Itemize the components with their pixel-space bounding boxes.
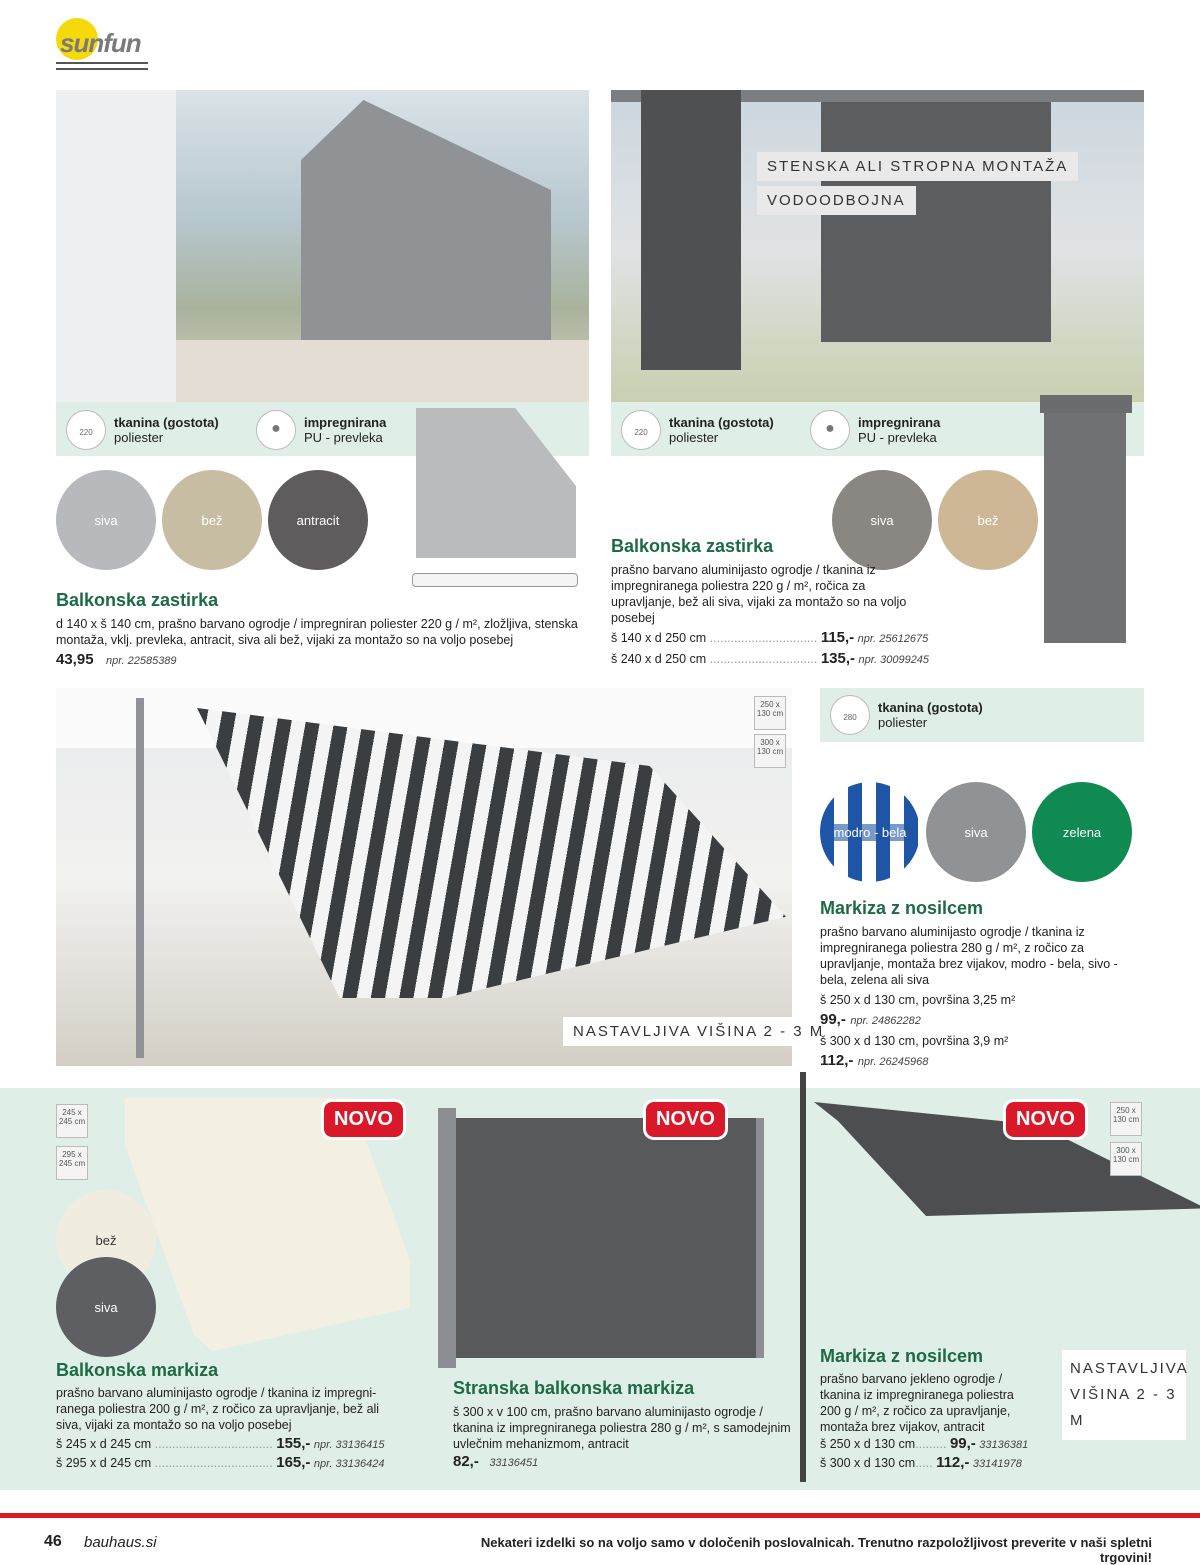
product6-row-1: š 250 x d 130 cm......... 99,- 33136381 xyxy=(820,1435,1029,1452)
product1-desc: d 140 x š 140 cm, prašno barvano ogrodje / impregniran poliester 220 g / m², zložljiva, stenska montaža, vklj. prevleka, antracit, siva ali bež, vijaki za montažo so na voljo posebej xyxy=(56,617,578,647)
product5-product-image xyxy=(438,1108,773,1368)
product3-row-1-size: š 250 x d 130 cm, površina 3,25 m² xyxy=(820,993,1016,1007)
sunfun-logo: sunfun xyxy=(56,18,152,70)
fabric-density-icon: 280 xyxy=(830,695,870,735)
product4-desc: prašno barvano aluminijasto ogrodje / tkanina iz impregni-ranega poliestra 200 g / m², z ročico za upravljanje, bež ali siva, vijaki za montažo so na voljo posebej xyxy=(56,1386,380,1432)
swatch-antracit: antracit xyxy=(268,470,368,570)
product3-desc: prašno barvano aluminijasto ogrodje / tkanina iz impregniranega poliestra 280 g / m², z ročico za upravljanje, montaža brez vijakov, modro - bela, sivo - bela, zelena ali siva xyxy=(820,925,1118,987)
product3-photo xyxy=(56,688,792,1066)
product5-desc: š 300 x v 100 cm, prašno barvano aluminijasto ogrodje / tkanina iz impregniranega poliestra 280 g / m², s samodejnim uvlečnim mehanizmom, antracit xyxy=(453,1405,791,1451)
product1-feature-impregnated: ● impregnirana PU - prevleka xyxy=(256,410,386,450)
swatch-siva: siva xyxy=(56,1257,156,1357)
product3-row-2-size: š 300 x d 130 cm, površina 3,9 m² xyxy=(820,1034,1009,1048)
product2-product-image xyxy=(1040,395,1136,680)
product1-feature-fabric: 220 tkanina (gostota) poliester xyxy=(66,410,219,450)
product4-size-245: 245 x 245 cm xyxy=(56,1104,88,1138)
product4-novo-badge: NOVO xyxy=(324,1102,403,1137)
product1-title: Balkonska zastirka xyxy=(56,590,219,610)
product1-art: npr. 22585389 xyxy=(106,655,177,667)
swatch-zelena: zelena xyxy=(1032,782,1132,882)
swatch-bez: bež xyxy=(162,470,262,570)
product2-row-1: š 140 x d 250 cm ............................... 115,- npr. 25612675 xyxy=(611,629,929,646)
product5-title: Stranska balkonska markiza xyxy=(453,1378,695,1398)
product4-row-2: š 295 x d 245 cm .................................. 165,- npr. 33136424 xyxy=(56,1454,385,1471)
product2-feature-impregnated: ● impregnirana PU - prevleka xyxy=(810,410,940,450)
swatch-siva: siva xyxy=(926,782,1026,882)
swatch-siva: siva xyxy=(832,470,932,570)
product4-size-295: 295 x 245 cm xyxy=(56,1146,88,1180)
fabric-density-icon: 220 xyxy=(66,410,106,450)
product2-row-2: š 240 x d 250 cm ............................... 135,- npr. 30099245 xyxy=(611,650,930,667)
product1-photo xyxy=(56,90,589,402)
swatch-bez: bež xyxy=(56,1190,156,1290)
product6-caption: NASTAVLJIVA VIŠINA 2 - 3 M xyxy=(1062,1350,1186,1440)
product6-row-2: š 300 x d 130 cm..... 112,- 33141978 xyxy=(820,1454,1022,1471)
product3-size-250: 250 x 130 cm xyxy=(754,696,786,730)
page-number: 46 xyxy=(44,1533,62,1550)
product1-product-image xyxy=(412,408,578,588)
product4-title: Balkonska markiza xyxy=(56,1360,219,1380)
product6-size-250: 250 x 130 cm xyxy=(1110,1102,1142,1136)
product5-price-row: 82,- 33136451 xyxy=(453,1453,539,1470)
footer-site[interactable]: bauhaus.si xyxy=(84,1534,157,1551)
product5-novo-badge: NOVO xyxy=(646,1102,725,1137)
water-drop-icon: ● xyxy=(256,410,296,450)
product3-size-300: 300 x 130 cm xyxy=(754,734,786,768)
product2-caption-mount: STENSKA ALI STROPNA MONTAŽA xyxy=(757,152,1078,181)
swatch-bez: bež xyxy=(938,470,1038,570)
product2-desc: prašno barvano aluminijasto ogrodje / tkanina iz impregniranega poliestra 220 g / m², ročica za upravljanje, bež ali siva, vijaki za montažo so na voljo posebej xyxy=(611,563,907,625)
product6-size-300: 300 x 130 cm xyxy=(1110,1142,1142,1176)
product4-row-1: š 245 x d 245 cm .................................. 155,- npr. 33136415 xyxy=(56,1435,385,1452)
footer-note: Nekateri izdelki so na voljo samo v določenih poslovalnicah. Trenutno razpoložljivost preverite v naši spletni trgovini! xyxy=(480,1535,1152,1565)
fabric-density-icon: 220 xyxy=(621,410,661,450)
product2-photo xyxy=(611,90,1144,402)
product1-price: 43,95 xyxy=(56,651,94,668)
product3-feature-fabric: 280 tkanina (gostota) poliester xyxy=(830,695,983,735)
product6-novo-badge: NOVO xyxy=(1006,1102,1085,1137)
product3-title: Markiza z nosilcem xyxy=(820,898,984,918)
product2-title: Balkonska zastirka xyxy=(611,536,774,556)
product2-feature-fabric: 220 tkanina (gostota) poliester xyxy=(621,410,774,450)
product3-caption: NASTAVLJIVA VIŠINA 2 - 3 M xyxy=(563,1017,834,1046)
product2-caption-waterproof: VODOODBOJNA xyxy=(757,186,916,215)
swatch-siva: siva xyxy=(56,470,156,570)
product1-price-row xyxy=(56,651,177,669)
product6-title: Markiza z nosilcem xyxy=(820,1346,984,1366)
product3-row-1-price: 99,- npr. 24862282 xyxy=(820,1011,921,1028)
water-drop-icon: ● xyxy=(810,410,850,450)
footer-rule xyxy=(0,1513,1200,1518)
product3-row-2-price: 112,- npr. 26245968 xyxy=(820,1052,929,1069)
swatch-modro-bela: modro - bela xyxy=(820,782,920,882)
product6-desc: prašno barvano jekleno ogrodje / tkanina iz impregniranega poliestra 200 g / m², z ročico za upravljanje, montaža brez vijakov, antracit xyxy=(820,1372,1014,1434)
